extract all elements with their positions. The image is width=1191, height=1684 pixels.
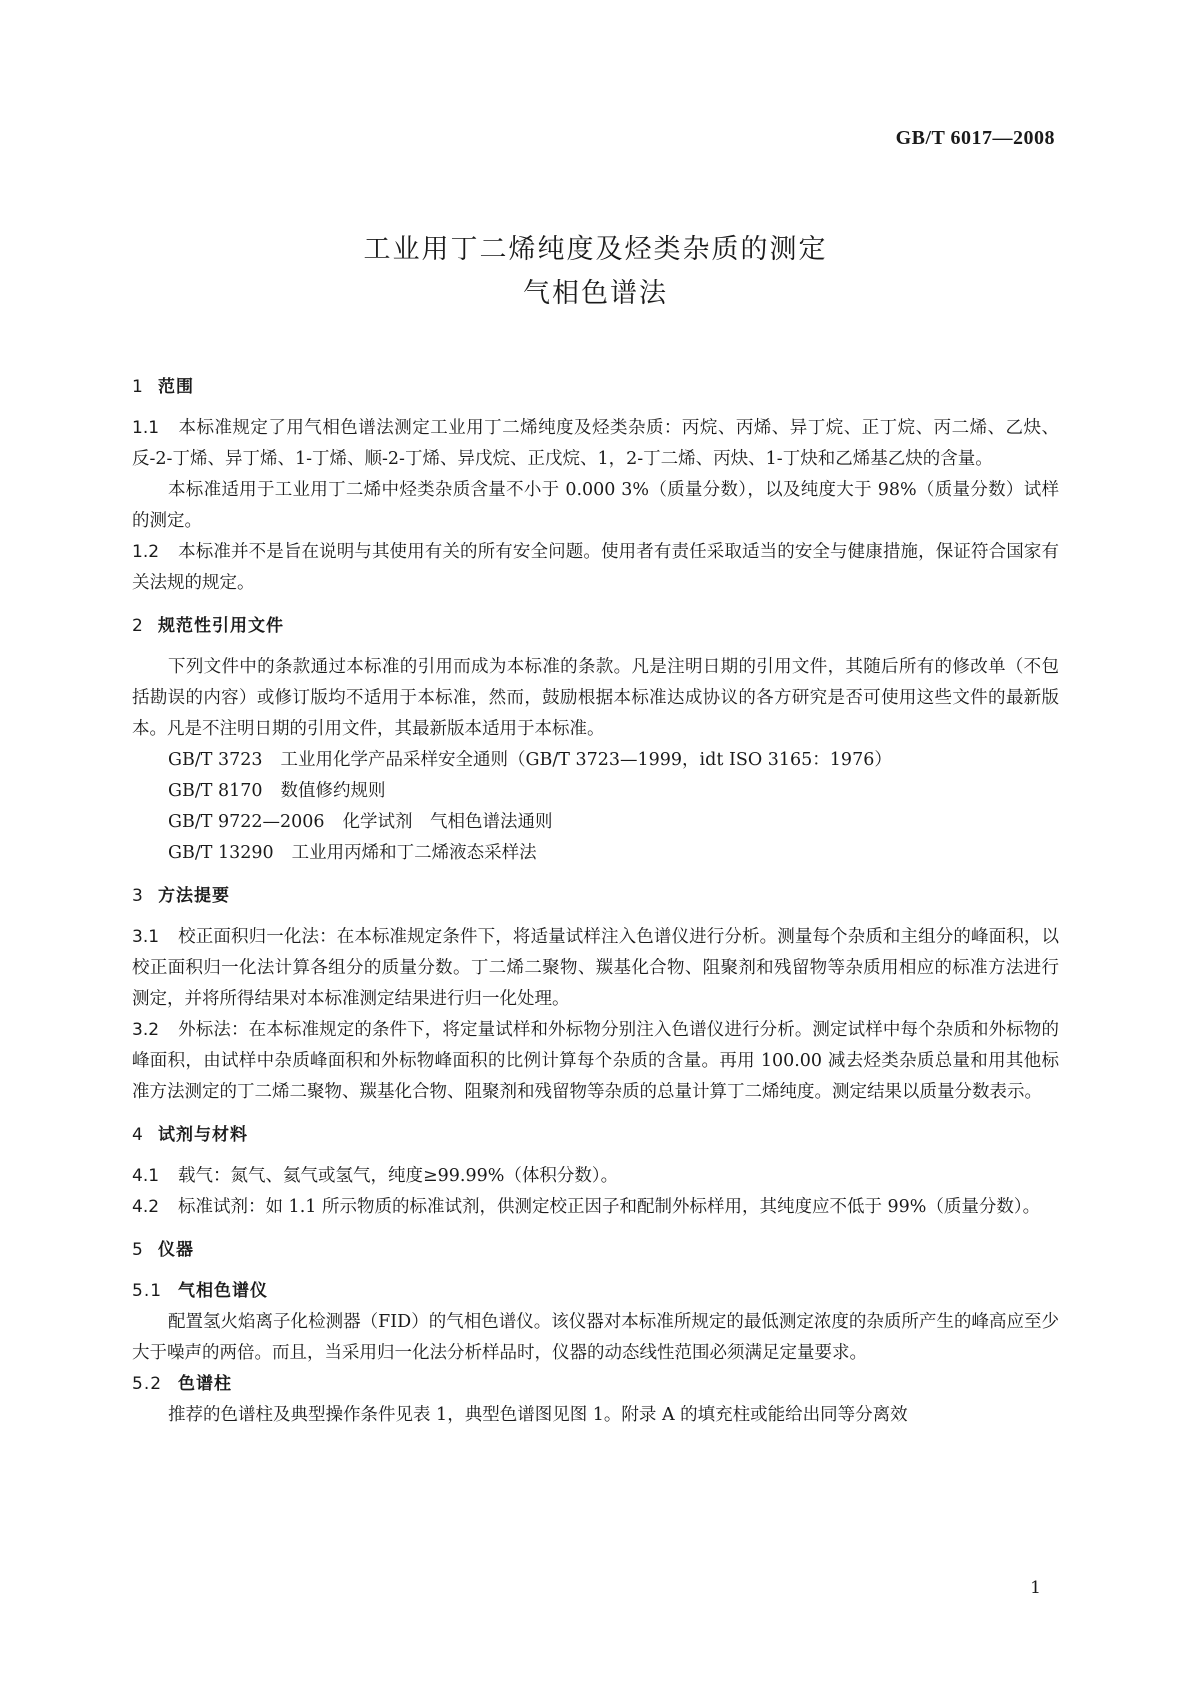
reference-title: 工业用化学产品采样安全通则（GB/T 3723—1999，idt ISO 3165：1976）: [280, 750, 892, 770]
section-title: 仪器: [158, 1240, 194, 1260]
clause-number: 4.2: [132, 1197, 160, 1217]
document-body: [132, 372, 1059, 1431]
clause-number: 5.2: [132, 1374, 163, 1394]
subsection-title: 气相色谱仪: [178, 1281, 268, 1301]
page-number: 1: [1030, 1578, 1041, 1598]
clause-text: 本标准规定了用气相色谱法测定工业用丁二烯纯度及烃类杂质：丙烷、丙烯、异丁烷、正丁烷、丙二烯、乙炔、反-2-丁烯、异丁烯、1-丁烯、顺-2-丁烯、异戊烷、正戊烷、1，2-丁二烯、丙炔、1-丁炔和乙烯基乙炔的含量。: [132, 418, 1059, 469]
reference-item: [132, 838, 1059, 869]
subsection-title: 色谱柱: [178, 1374, 232, 1394]
clause-number: 1.2: [132, 542, 160, 562]
section-2-intro: 下列文件中的条款通过本标准的引用而成为本标准的条款。凡是注明日期的引用文件，其随后所有的修改单（不包括勘误的内容）或修订版均不适用于本标准，然而，鼓励根据本标准达成协议的各方研究是否可使用这些文件的最新版本。凡是不注明日期的引用文件，其最新版本适用于本标准。: [132, 657, 1059, 739]
clause-text: 校正面积归一化法：在本标准规定条件下，将适量试样注入色谱仪进行分析。测量每个杂质和主组分的峰面积，以校正面积归一化法计算各组分的质量分数。丁二烯二聚物、羰基化合物、阻聚剂和残留物等杂质用相应的标准方法进行测定，并将所得结果对本标准测定结果进行归一化处理。: [132, 927, 1059, 1009]
spacer: [132, 869, 1059, 881]
section-number: 2: [132, 616, 144, 636]
section-title: 范围: [158, 377, 194, 397]
clause-text: 载气：氮气、氦气或氢气，纯度≥99.99%（体积分数）。: [178, 1166, 619, 1186]
clause-3-2: [132, 1015, 1059, 1108]
reference-title: 工业用丙烯和丁二烯液态采样法: [291, 843, 537, 863]
clause-4-1: [132, 1161, 1059, 1192]
reference-item: [132, 776, 1059, 807]
clause-number: 3.1: [132, 927, 160, 947]
subsection-5-2-text: 推荐的色谱柱及典型操作条件见表 1，典型色谱图见图 1。附录 A 的填充柱或能给出同等分离效: [168, 1405, 908, 1425]
section-title: 规范性引用文件: [158, 616, 284, 636]
clause-1-2: [132, 537, 1059, 599]
section-number: 5: [132, 1240, 144, 1260]
clause-text: 外标法：在本标准规定的条件下，将定量试样和外标物分别注入色谱仪进行分析。测定试样中每个杂质和外标物的峰面积，由试样中杂质峰面积和外标物峰面积的比例计算每个杂质的含量。再用 100.00 减去烃类杂质总量和用其他标准方法测定的丁二烯二聚物、羰基化合物、阻聚剂和残留物等杂质的总量计算丁二烯纯度。测定结果以质量分数表示。: [132, 1020, 1059, 1102]
reference-code: GB/T 13290: [168, 843, 274, 863]
title-line-2: 气相色谱法: [523, 278, 668, 309]
document-title: [0, 228, 1191, 316]
subsection-5-1-text: 配置氢火焰离子化检测器（FID）的气相色谱仪。该仪器对本标准所规定的最低测定浓度的杂质所产生的峰高应至少大于噪声的两倍。而且，当采用归一化法分析样品时，仪器的动态线性范围必须满足定量要求。: [132, 1312, 1059, 1363]
spacer: [132, 599, 1059, 611]
section-2-heading: [132, 611, 1059, 642]
clause-1-1-paragraph-2: 本标准适用于工业用丁二烯中烃类杂质含量不小于 0.000 3%（质量分数），以及纯度大于 98%（质量分数）试样的测定。: [132, 480, 1059, 531]
section-5-heading: [132, 1235, 1059, 1266]
spacer: [132, 1108, 1059, 1120]
section-number: 4: [132, 1125, 144, 1145]
section-3-heading: [132, 881, 1059, 912]
reference-item: [132, 807, 1059, 838]
section-number: 3: [132, 886, 144, 906]
subsection-5-1-heading: [132, 1276, 1059, 1307]
reference-code: GB/T 8170: [168, 781, 263, 801]
subsection-5-2-heading: [132, 1369, 1059, 1400]
section-4-heading: [132, 1120, 1059, 1151]
clause-number: 5.1: [132, 1281, 163, 1301]
clause-1-1: [132, 413, 1059, 475]
standard-code: GB/T 6017—2008: [895, 127, 1055, 149]
reference-title: 化学试剂 气相色谱法通则: [342, 812, 553, 832]
section-number: 1: [132, 377, 144, 397]
clause-number: 1.1: [132, 418, 160, 438]
reference-code: GB/T 9722—2006: [168, 812, 325, 832]
reference-title: 数值修约规则: [280, 781, 386, 801]
title-line-1: 工业用丁二烯纯度及烃类杂质的测定: [363, 234, 828, 265]
section-1-heading: [132, 372, 1059, 403]
clause-text: 标准试剂：如 1.1 所示物质的标准试剂，供测定校正因子和配制外标样用，其纯度应不低于 99%（质量分数）。: [178, 1197, 1041, 1217]
reference-code: GB/T 3723: [168, 750, 263, 770]
clause-text: 本标准并不是旨在说明与其使用有关的所有安全问题。使用者有责任采取适当的安全与健康措施，保证符合国家有关法规的规定。: [132, 542, 1059, 593]
clause-4-2: [132, 1192, 1059, 1223]
reference-item: [132, 745, 1059, 776]
clause-number: 4.1: [132, 1166, 160, 1186]
clause-number: 3.2: [132, 1020, 160, 1040]
spacer: [132, 1223, 1059, 1235]
clause-3-1: [132, 922, 1059, 1015]
section-title: 试剂与材料: [158, 1125, 248, 1145]
section-title: 方法提要: [158, 886, 230, 906]
